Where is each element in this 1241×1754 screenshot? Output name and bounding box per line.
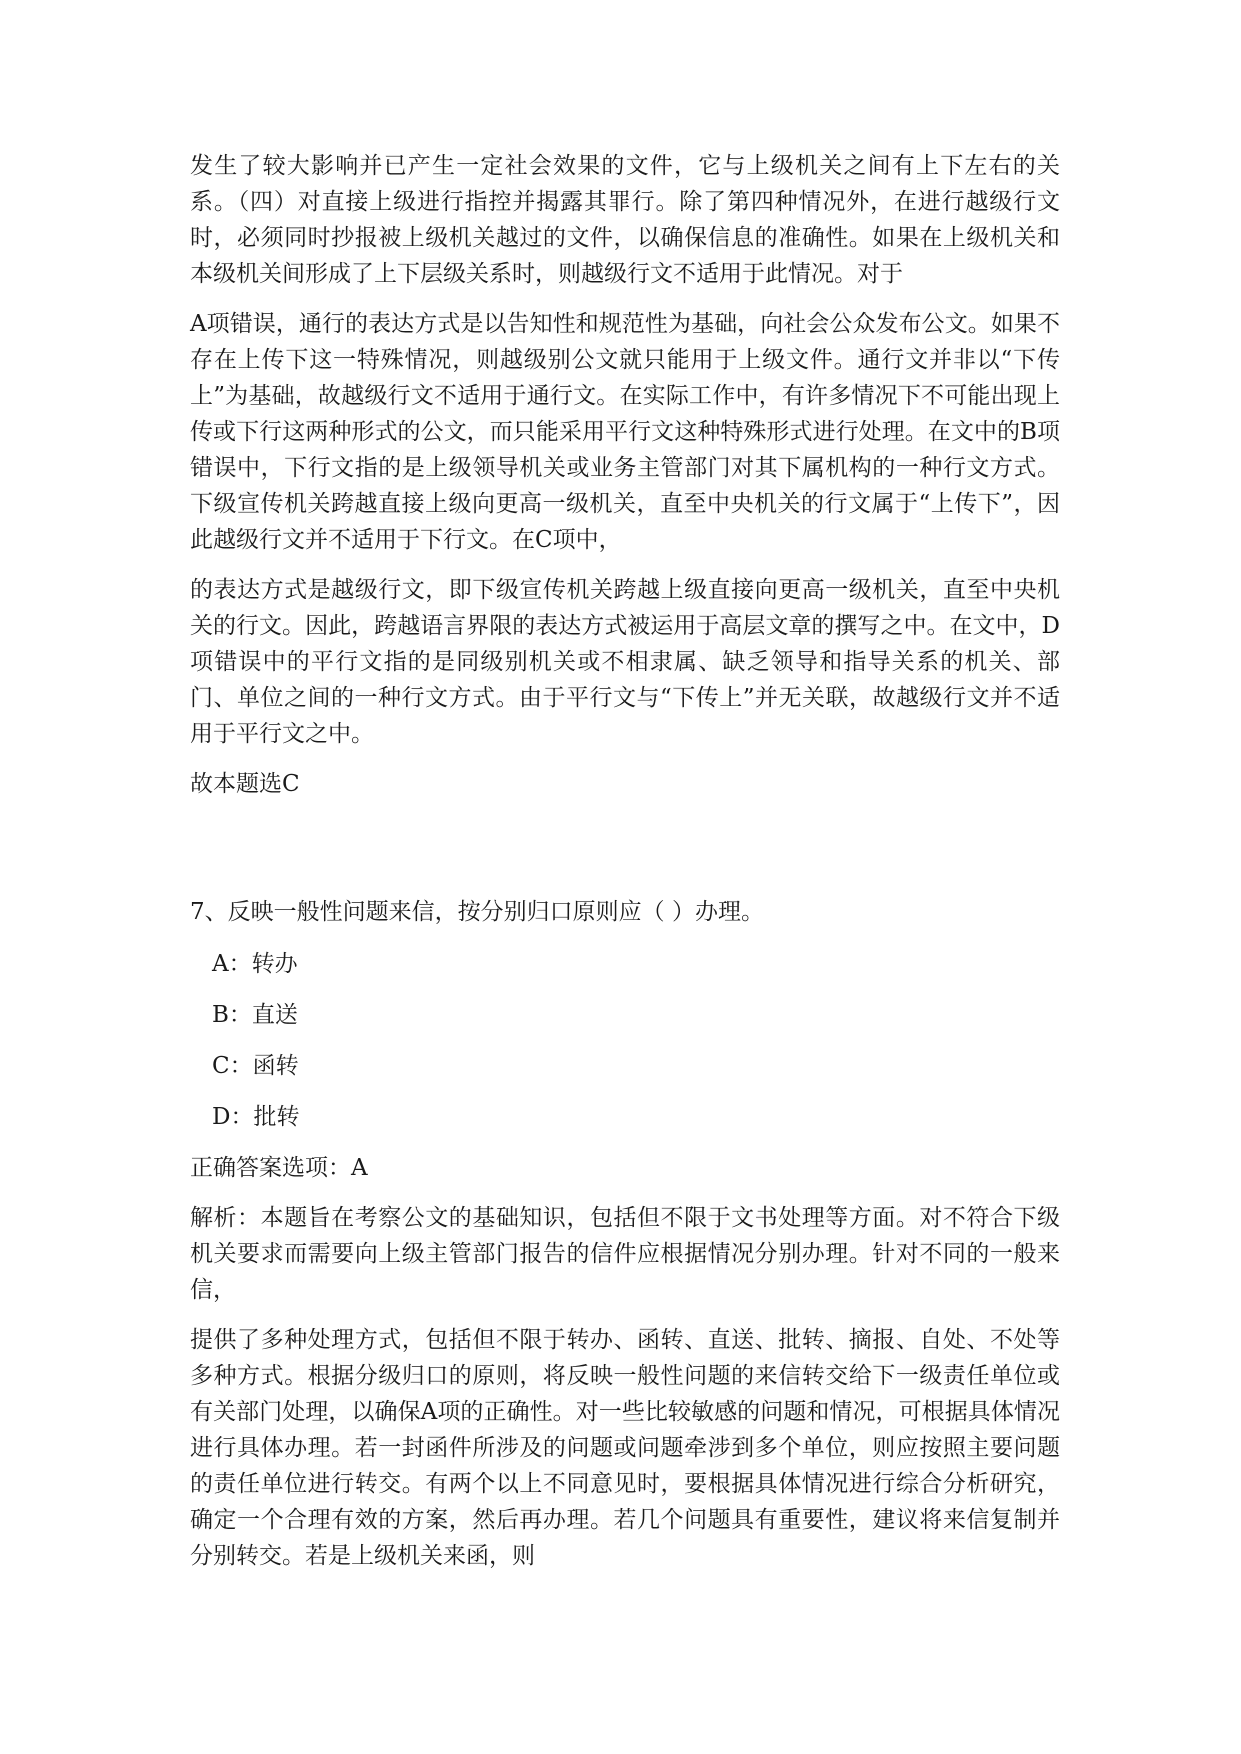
document-page [190, 148, 1060, 1574]
paragraph-conclusion: 故本题选C [190, 771, 300, 797]
paragraph-explanation-2: A项错误，通行的表达方式是以告知性和规范性为基础，向社会公众发布公文。如果不存在上传下这一特殊情况，则越级别公文就只能用于上级文件。通行文并非以“下传上”为基础，故越级行文不适用于通行文。在实际工作中，有许多情况下不可能出现上传或下行这两种形式的公文，而只能采用平行文这种特殊形式进行处理。在文中的B项错误中，下行文指的是上级领导机关或业务主管部门对其下属机构的一种行文方式。下级宣传机关跨越直接上级向更高一级机关，直至中央机关的行文属于“上传下”，因此越级行文并不适用于下行文。在C项中， [190, 311, 1060, 553]
paragraph-analysis-1: 解析：本题旨在考察公文的基础知识，包括但不限于文书处理等方面。对不符合下级机关要求而需要向上级主管部门报告的信件应根据情况分别办理。针对不同的一般来信， [190, 1205, 1060, 1303]
question-7-text: 7、反映一般性问题来信，按分别归口原则应（ ）办理。 [190, 899, 764, 925]
option-a: A：转办 [212, 951, 298, 977]
option-b: B：直送 [212, 1002, 298, 1028]
paragraph-explanation-3: 的表达方式是越级行文，即下级宣传机关跨越上级直接向更高一级机关，直至中央机关的行文。因此，跨越语言界限的表达方式被运用于高层文章的撰写之中。在文中，D项错误中的平行文指的是同级别机关或不相隶属、缺乏领导和指导关系的机关、部门、单位之间的一种行文方式。由于平行文与“下传上”并无关联，故越级行文并不适用于平行文之中。 [190, 577, 1060, 747]
option-d: D：批转 [212, 1104, 300, 1130]
paragraph-explanation-1: 发生了较大影响并已产生一定社会效果的文件，它与上级机关之间有上下左右的关系。（四）对直接上级进行指控并揭露其罪行。除了第四种情况外，在进行越级行文时，必须同时抄报被上级机关越过的文件，以确保信息的准确性。如果在上级机关和本级机关间形成了上下层级关系时，则越级行文不适用于此情况。对于 [190, 153, 1060, 287]
paragraph-analysis-2: 提供了多种处理方式，包括但不限于转办、函转、直送、批转、摘报、自处、不处等多种方式。根据分级归口的原则，将反映一般性问题的来信转交给下一级责任单位或有关部门处理，以确保A项的正确性。对一些比较敏感的问题和情况，可根据具体情况进行具体办理。若一封函件所涉及的问题或问题牵涉到多个单位，则应按照主要问题的责任单位进行转交。有两个以上不同意见时，要根据具体情况进行综合分析研究，确定一个合理有效的方案，然后再办理。若几个问题具有重要性，建议将来信复制并分别转交。若是上级机关来函，则 [190, 1327, 1060, 1569]
option-c: C：函转 [212, 1053, 299, 1079]
correct-answer: 正确答案选项：A [190, 1155, 368, 1181]
